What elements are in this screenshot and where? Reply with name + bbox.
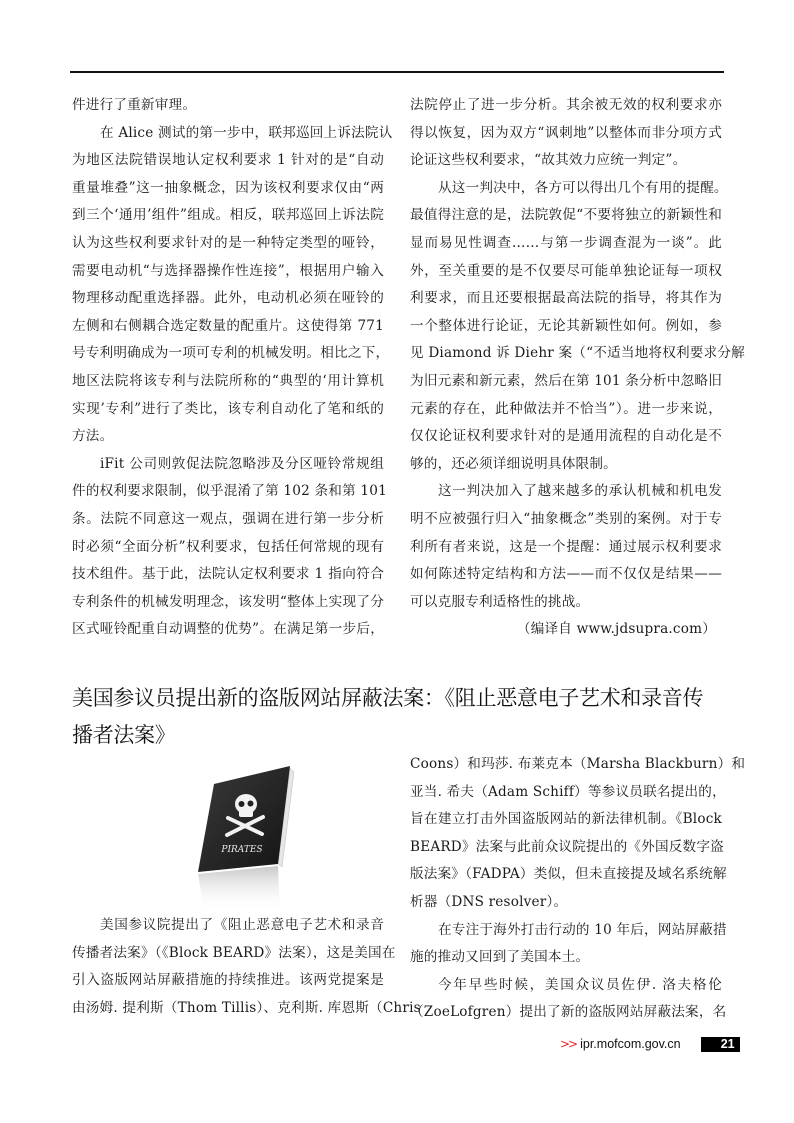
text-line: 左侧和右侧耦合选定数量的配重片。这使得第 771 (72, 317, 384, 334)
text-line: 利要求，而且还要根据最高法院的指导，将其作为 (410, 290, 722, 307)
text-line: 传播者法案》（《Block BEARD》法案），这是美国在 (72, 944, 396, 961)
article2-left-column (72, 912, 421, 1022)
text-line: 外，至关重要的是不仅要尽可能单独论证每一项权 (410, 262, 722, 279)
text-line: 得以恢复，因为双方“讽刺地”以整体而非分项方式 (410, 124, 722, 141)
text-line: 条。法院不同意这一观点，强调在进行第一步分析 (72, 510, 384, 527)
text-line: 最值得注意的是，法院敦促“不要将独立的新颖性和 (410, 207, 722, 224)
text-line: 号专利明确成为一项可专利的机械发明。相比之下， (72, 345, 390, 362)
footer-website[interactable]: ipr.mofcom.gov.cn (580, 1037, 681, 1051)
text-line: （ZoeLofgren）提出了新的盗版网站屏蔽法案，名 (410, 1004, 727, 1021)
text-line: 仅仅论证权利要求针对的是通用流程的自动化是不 (410, 428, 722, 445)
text-line: 旨在建立打击外国盗版网站的新法律机制。《Block (410, 811, 722, 828)
text-line: 为地区法院错误地认定权利要求 1 针对的是“自动 (72, 152, 384, 169)
text-line: iFit 公司则敦促法院忽略涉及分区哑铃常规组 (100, 455, 384, 472)
text-line: BEARD》法案与此前众议院提出的《外国反数字盗 (410, 838, 724, 855)
text-line: 够的，还必须详细说明具体限制。 (410, 455, 617, 472)
text-line: 时必须“全面分析”权利要求，包括任何常规的现有 (72, 538, 384, 555)
article2-right-column (410, 751, 746, 1027)
source-credit: （编译自 www.jdsupra.com） (516, 621, 716, 638)
page-footer (560, 1035, 740, 1053)
text-line: 美国参议院提出了《阻止恶意电子艺术和录音 (100, 917, 384, 933)
text-line: 需要电动机“与选择器操作性连接”，根据用户输入 (72, 262, 384, 279)
image-label: PIRATES (221, 845, 263, 855)
text-line: 由汤姆. 提利斯（Thom Tillis）、克利斯. 库恩斯（Chris (72, 999, 421, 1016)
text-line: 专利条件的机械发明理念，该发明“整体上实现了分 (72, 593, 384, 610)
text-line: 认为这些权利要求针对的是一种特定类型的哑铃， (72, 234, 384, 251)
text-line: 从这一判决中，各方可以得出几个有用的提醒。 (438, 179, 728, 196)
text-line: 亚当. 希夫（Adam Schiff）等参议员联名提出的， (410, 783, 726, 800)
headline-line: 播者法案》 (72, 723, 176, 747)
text-line: 如何陈述特定结构和方法——而不仅仅是结果—— (410, 566, 722, 583)
text-line: 论证这些权利要求，“故其效力应统一判定”。 (410, 152, 687, 169)
text-line: 在 Alice 测试的第一步中，联邦巡回上诉法院认 (100, 124, 393, 141)
article2-headline (72, 680, 728, 754)
text-line: 见 Diamond 诉 Diehr 案（“不适当地将权利要求分解 (410, 345, 745, 362)
text-line: 到三个‘通用’组件”组成。相反，联邦巡回上诉法院 (72, 207, 384, 224)
article1-right-column (410, 92, 745, 644)
text-line: 明不应被强行归入“抽象概念”类别的案例。对于专 (410, 510, 722, 527)
pirates-book-icon (190, 754, 300, 912)
text-line: 施的推动又回到了美国本土。 (410, 949, 590, 966)
text-line: 技术组件。基于此，法院认定权利要求 1 指向符合 (72, 566, 384, 583)
text-line: 利所有者来说，这是一个提醒：通过展示权利要求 (410, 538, 722, 555)
pirates-book-image (190, 754, 300, 912)
text-line: 重量堆叠”这一抽象概念，因为该权利要求仅由“两 (72, 179, 384, 196)
text-line: 件进行了重新审理。 (72, 97, 197, 113)
text-line: Coons）和玛莎. 布莱克本（Marsha Blackburn）和 (410, 756, 746, 772)
text-line: 区式哑铃配重自动调整的优势”。在满足第一步后， (72, 621, 384, 638)
text-line: 地区法院将该专利与法院所称的“典型的‘用计算机 (72, 372, 384, 389)
text-line: 版法案》（FADPA）类似，但未直接提及域名系统解 (410, 866, 727, 883)
page-number: 21 (701, 1037, 740, 1052)
text-line: 件的权利要求限制，似乎混淆了第 102 条和第 101 (72, 483, 387, 500)
header-rule (70, 71, 724, 73)
text-line: 实现’专利”进行了类比，该专利自动化了笔和纸的 (72, 400, 384, 417)
text-line: 物理移动配重选择器。此外，电动机必须在哑铃的 (72, 290, 384, 307)
text-line: 今年早些时候，美国众议员佐伊. 洛夫格伦 (438, 976, 722, 993)
text-line: 显而易见性调查……与第一步调查混为一谈”。此 (410, 234, 722, 251)
text-line: 引入盗版网站屏蔽措施的持续推进。该两党提案是 (72, 972, 384, 989)
text-line: 在专注于海外打击行动的 10 年后，网站屏蔽措 (438, 921, 727, 938)
text-line: 法院停止了进一步分析。其余被无效的权利要求亦 (410, 97, 722, 113)
text-line: 方法。 (72, 428, 114, 445)
text-line: 这一判决加入了越来越多的承认机械和机电发 (438, 483, 722, 500)
text-line: 元素的存在，此种做法并不恰当”）。进一步来说， (410, 400, 722, 417)
text-line: 析器（DNS resolver）。 (410, 893, 568, 910)
double-chevron-right-icon: >> (560, 1037, 577, 1051)
text-line: 一个整体进行论证，无论其新颖性如何。例如，参 (410, 317, 722, 334)
text-line: 可以克服专利适格性的挑战。 (410, 593, 590, 610)
headline-line: 美国参议员提出新的盗版网站屏蔽法案：《阻止恶意电子艺术和录音传 (72, 686, 704, 710)
text-line: 为旧元素和新元素，然后在第 101 条分析中忽略旧 (410, 372, 722, 389)
article1-left-column (72, 92, 393, 644)
